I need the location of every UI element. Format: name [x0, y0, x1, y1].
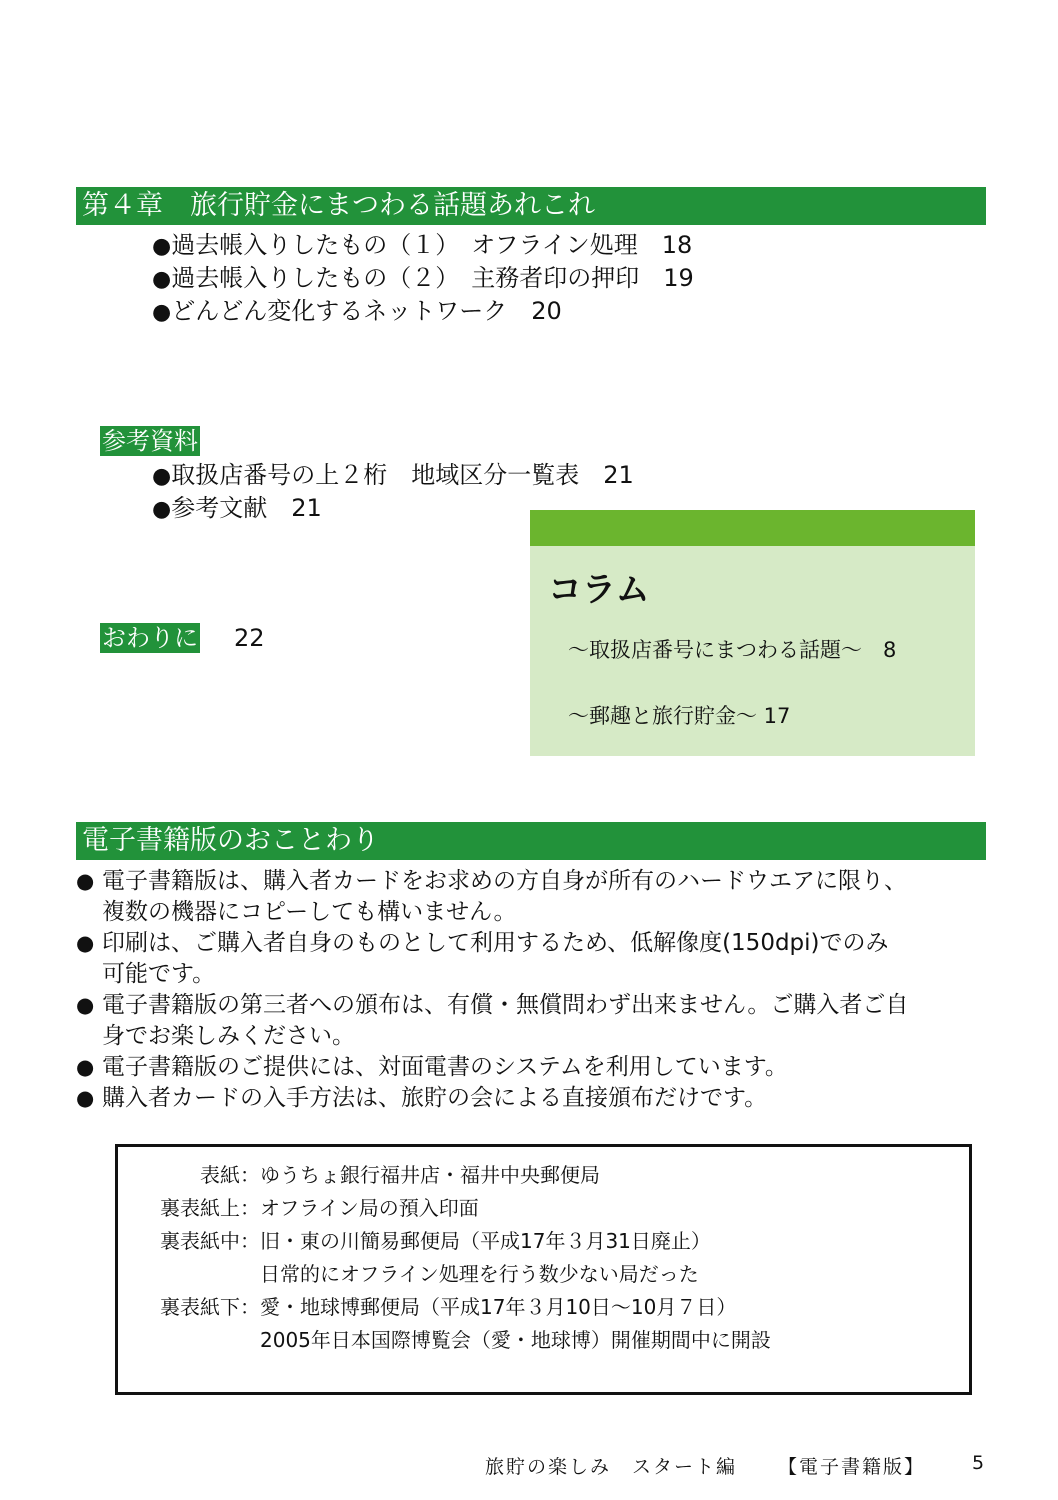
- page-number: 5: [972, 1452, 987, 1474]
- cover-note: [130, 1291, 736, 1320]
- bullet-icon: ●: [76, 869, 95, 893]
- notice-item: [76, 866, 996, 928]
- toc-entry[interactable]: [152, 230, 692, 262]
- cover-note: [130, 1159, 600, 1188]
- notice-line: 身でお楽しみください。: [102, 1023, 355, 1049]
- toc-entry-text: 過去帳入りしたもの（２） 主務者印の押印 19: [171, 264, 694, 292]
- cover-notes-box: [115, 1144, 972, 1395]
- notice-item: [76, 1052, 996, 1083]
- toc-entry[interactable]: [152, 263, 694, 295]
- cover-note-label: 裏表紙中：: [160, 1229, 260, 1253]
- cover-note-text: 2005年日本国際博覧会（愛・地球博）開催期間中に開設: [260, 1328, 771, 1352]
- reference-heading: 参考資料: [102, 427, 198, 455]
- cover-note-text: ゆうちょ銀行福井店・福井中央郵便局: [260, 1163, 600, 1187]
- column-box: [530, 510, 975, 756]
- toc-entry-text: どんどん変化するネットワーク 20: [171, 297, 562, 325]
- bullet-icon: ●: [152, 464, 172, 489]
- notice-line: 購入者カードの入手方法は、旅貯の会による直接頒布だけです。: [102, 1085, 768, 1111]
- column-header-band: [530, 510, 975, 546]
- cover-note-text: 日常的にオフライン処理を行う数少ない局だった: [260, 1262, 699, 1286]
- bullet-icon: ●: [152, 234, 172, 259]
- cover-note: [130, 1192, 479, 1221]
- column-entry[interactable]: ～郵趣と旅行貯金～ 17: [568, 704, 791, 728]
- bullet-icon: ●: [76, 993, 95, 1017]
- bullet-icon: ●: [76, 931, 95, 955]
- notice-heading: 電子書籍版のおことわり: [76, 822, 986, 860]
- cover-note-label: 裏表紙下：: [160, 1295, 260, 1319]
- toc-entry[interactable]: [152, 296, 562, 328]
- toc-entry[interactable]: [152, 493, 322, 525]
- closing-heading: おわりに: [102, 624, 198, 652]
- cover-note: [130, 1225, 711, 1254]
- cover-note-text: 愛・地球博郵便局（平成17年３月10日～10月７日）: [260, 1295, 737, 1319]
- cover-note: [130, 1324, 771, 1353]
- notice-item: [76, 1083, 996, 1114]
- notice-item: [76, 990, 996, 1052]
- cover-note-text: オフライン局の預入印面: [260, 1196, 479, 1220]
- closing-page: 22: [234, 624, 265, 652]
- bullet-icon: ●: [76, 1055, 95, 1079]
- toc-entry-text: 参考文献 21: [171, 494, 322, 522]
- toc-entry[interactable]: [152, 460, 634, 492]
- chapter-heading: 第４章 旅行貯金にまつわる話題あれこれ: [76, 187, 986, 225]
- notice-line: 可能です。: [102, 961, 216, 987]
- cover-note-label: 表紙：: [200, 1163, 260, 1187]
- notice-item: [76, 928, 996, 990]
- notice-line: 電子書籍版のご提供には、対面電書のシステムを利用しています。: [102, 1054, 788, 1080]
- notice-line: 電子書籍版の第三者への頒布は、有償・無償問わず出来ません。ご購入者ご自: [102, 992, 909, 1018]
- bullet-icon: ●: [152, 497, 172, 522]
- bullet-icon: ●: [152, 300, 172, 325]
- column-entry[interactable]: ～取扱店番号にまつわる話題～ 8: [568, 638, 897, 662]
- footer-edition: 【電子書籍版】: [778, 1456, 926, 1478]
- cover-note-text: 旧・東の川簡易郵便局（平成17年３月31日廃止）: [260, 1229, 711, 1253]
- bullet-icon: ●: [152, 267, 172, 292]
- notice-line: 複数の機器にコピーしても構いません。: [102, 899, 517, 925]
- cover-note: [130, 1258, 699, 1287]
- cover-note-label: 裏表紙上：: [160, 1196, 260, 1220]
- notice-list: [76, 866, 996, 1114]
- bullet-icon: ●: [76, 1086, 95, 1110]
- toc-entry-text: 過去帳入りしたもの（１） オフライン処理 18: [171, 231, 693, 259]
- footer-book-title: 旅貯の楽しみ スタート編: [485, 1456, 738, 1478]
- toc-entry-text: 取扱店番号の上２桁 地域区分一覧表 21: [171, 461, 634, 489]
- notice-line: 印刷は、ご購入者自身のものとして利用するため、低解像度(150dpi)でのみ: [102, 930, 889, 956]
- column-title: コラム: [548, 570, 650, 610]
- notice-line: 電子書籍版は、購入者カードをお求めの方自身が所有のハードウエアに限り、: [102, 868, 907, 894]
